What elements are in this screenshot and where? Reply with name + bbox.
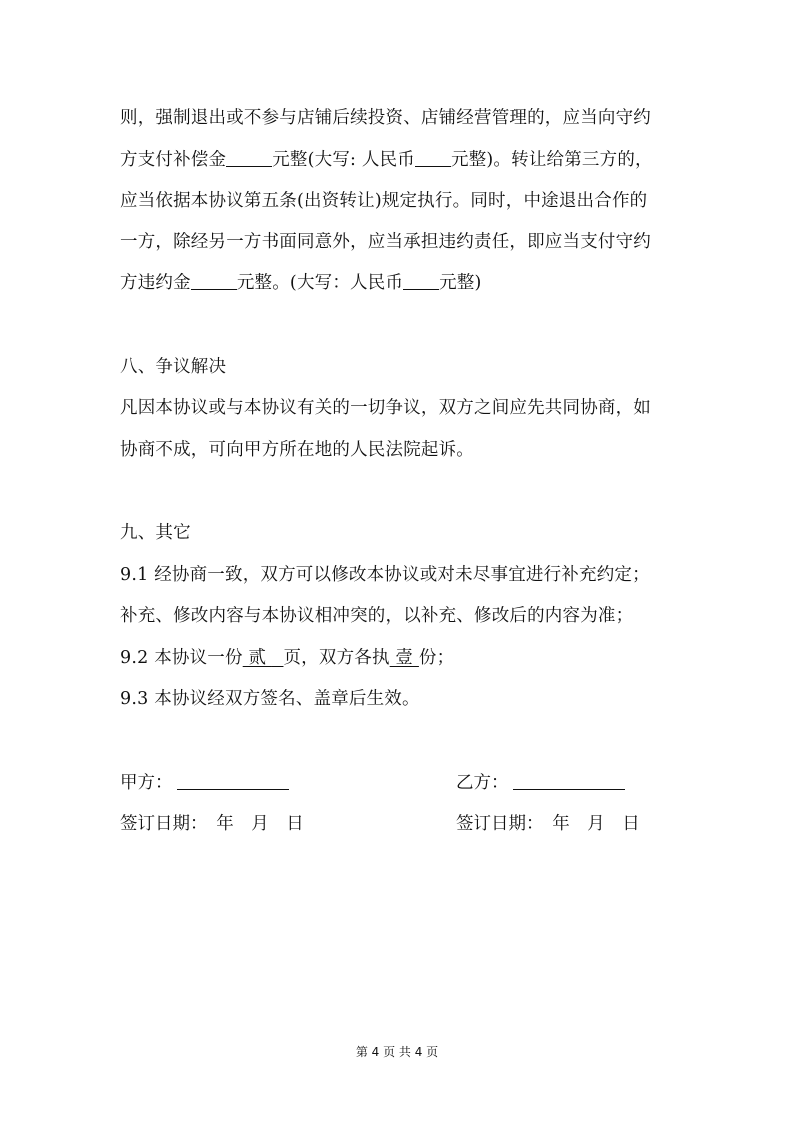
party-b-sign-line xyxy=(513,771,625,790)
clause-text: 份； xyxy=(418,648,455,668)
clause-line xyxy=(120,148,653,172)
party-b-label: 乙方： xyxy=(456,773,509,793)
clause-text: 页，双方各执 xyxy=(283,648,390,668)
filled-value: 壹 xyxy=(389,648,419,668)
fill-blank xyxy=(226,148,272,167)
clause-text: 9.2 本协议一份 xyxy=(120,648,243,668)
party-a-sign-line xyxy=(177,771,289,790)
clause-line: 协商不成，可向甲方所在地的人民法院起诉。 xyxy=(120,440,474,460)
clause-text: 元整) xyxy=(439,273,482,293)
clause-text: 方支付补偿金 xyxy=(120,150,227,170)
page-number: 第 4 页 共 4 页 xyxy=(355,1045,439,1059)
section-heading: 八、争议解决 xyxy=(120,357,227,377)
fill-blank xyxy=(415,148,451,167)
clause-line: 则，强制退出或不参与店铺后续投资、店铺经营管理的，应当向守约 xyxy=(120,108,651,128)
clause-line: 凡因本协议或与本协议有关的一切争议，双方之间应先共同协商，如 xyxy=(120,398,651,418)
fill-blank xyxy=(191,271,237,290)
clause-text: 元整)。转让给第三方的， xyxy=(451,150,653,170)
clause-text: 方违约金 xyxy=(120,273,191,293)
clause-line xyxy=(120,646,454,670)
clause-line: 一方，除经另一方书面同意外，应当承担违约责任，即应当支付守约 xyxy=(120,232,651,252)
fill-blank xyxy=(403,271,439,290)
clause-line: 9.3 本协议经双方签名、盖章后生效。 xyxy=(120,689,420,709)
clause-line: 应当依据本协议第五条(出资转让)规定执行。同时，中途退出合作的 xyxy=(120,191,648,211)
party-b-signature xyxy=(456,771,625,795)
party-a-date: 签订日期： 年 月 日 xyxy=(120,814,304,834)
clause-line xyxy=(120,271,482,295)
filled-value: 贰 xyxy=(242,648,272,668)
party-a-label: 甲方： xyxy=(120,773,173,793)
clause-line: 补充、修改内容与本协议相冲突的，以补充、修改后的内容为准； xyxy=(120,606,634,626)
section-heading: 九、其它 xyxy=(120,523,191,543)
party-a-signature xyxy=(120,771,289,795)
clause-text: 元整(大写: 人民币 xyxy=(272,150,415,170)
clause-text: 元整。(大写：人民币 xyxy=(236,273,404,293)
filled-value-pad xyxy=(272,648,284,668)
clause-line: 9.1 经协商一致，双方可以修改本协议或对未尽事宜进行补充约定； xyxy=(120,565,650,585)
party-b-date: 签订日期： 年 月 日 xyxy=(456,814,640,834)
